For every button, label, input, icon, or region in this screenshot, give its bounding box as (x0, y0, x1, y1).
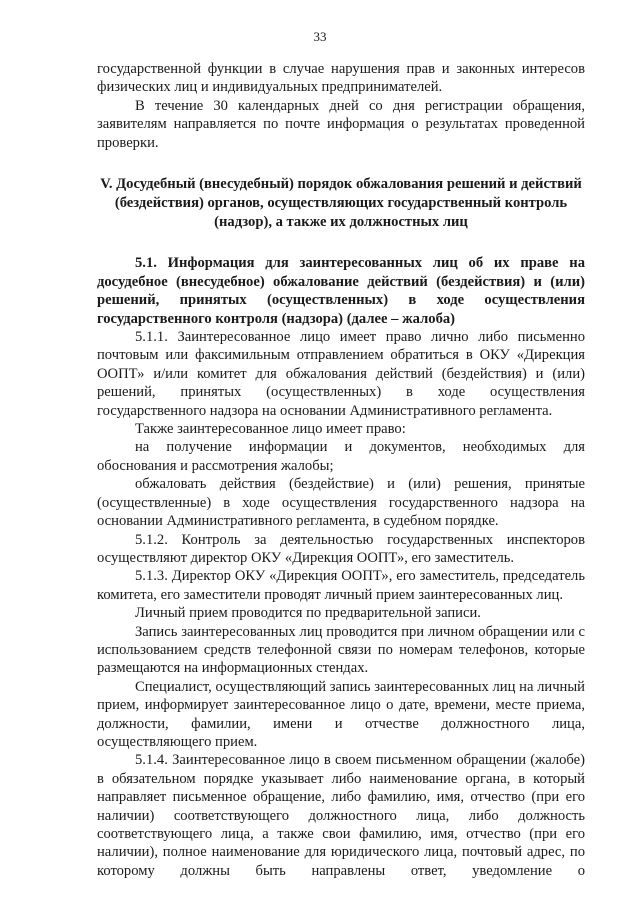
paragraph: Специалист, осуществляющий запись заинтересованных лиц на личный прием, информирует заинтересованное лицо о дате, времени, месте приема, должности, фамилии, имени и отчестве должностного лица, осуществляющего прием. (97, 678, 585, 750)
paragraph: обжаловать действия (бездействие) и (или) решения, принятые (осуществленные) в ходе осуществления государственного надзора на основании Административного регламента, в судебном порядке. (97, 476, 585, 530)
paragraph: Также заинтересованное лицо имеет право: (135, 421, 406, 438)
subsection-heading: 5.1. Информация для заинтересованных лиц об их праве на досудебное (внесудебное) обжалование действий (бездействия) и (или) решений, принятых (осуществленных) в ходе осуществления государственного контроля (надзора) (далее – жалоба) (97, 255, 585, 327)
paragraph: В течение 30 календарных дней со дня регистрации обращения, заявителям направляется по почте информация о результатах проведенной проверки. (97, 97, 585, 151)
section-heading: V. Досудебный (внесудебный) порядок обжалования решений и действий (бездействия) органов, осуществляющих государственный контроль (надзор), а также их должностных лиц (100, 176, 582, 230)
paragraph: 5.1.4. Заинтересованное лицо в своем письменном обращении (жалобе) в обязательном порядке указывает либо наименование органа, в который направляет письменное обращение, либо фамилию, имя, отчество (при его наличии) соответствующего должностного лица, либо должность соответствующего лица, а также свои фамилию, имя, отчество (при его наличии), полное наименование для юридического лица, почтовый адрес, по которому должны быть направлены ответ, уведомление о (97, 752, 585, 879)
paragraph: Личный прием проводится по предварительной записи. (135, 605, 481, 622)
paragraph: на получение информации и документов, необходимых для обоснования и рассмотрения жалобы; (97, 439, 585, 474)
paragraph: 5.1.1. Заинтересованное лицо имеет право лично либо письменно почтовым или факсимильным отправлением обратиться в ОКУ «Дирекция ООПТ» и/или комитет для обжалования действий (бездействия) и (или) решений, принятых (осуществленных) в ходе осуществления государственного надзора на основании Административного регламента. (97, 329, 585, 419)
paragraph: Запись заинтересованных лиц проводится при личном обращении или с использованием средств телефонной связи по номерам телефонов, которые размещаются на информационных стендах. (97, 623, 585, 677)
paragraph: 5.1.3. Директор ОКУ «Дирекция ООПТ», его заместитель, председатель комитета, его заместители проводят личный прием заинтересованных лиц. (97, 568, 585, 603)
paragraph: 5.1.2. Контроль за деятельностью государственных инспекторов осуществляют директор ОКУ «Дирекция ООПТ», его заместитель. (97, 531, 585, 566)
paragraph: государственной функции в случае нарушения прав и законных интересов физических лиц и индивидуальных предпринимателей. (97, 61, 585, 96)
document-body (97, 60, 585, 880)
page-number: 33 (313, 29, 327, 44)
